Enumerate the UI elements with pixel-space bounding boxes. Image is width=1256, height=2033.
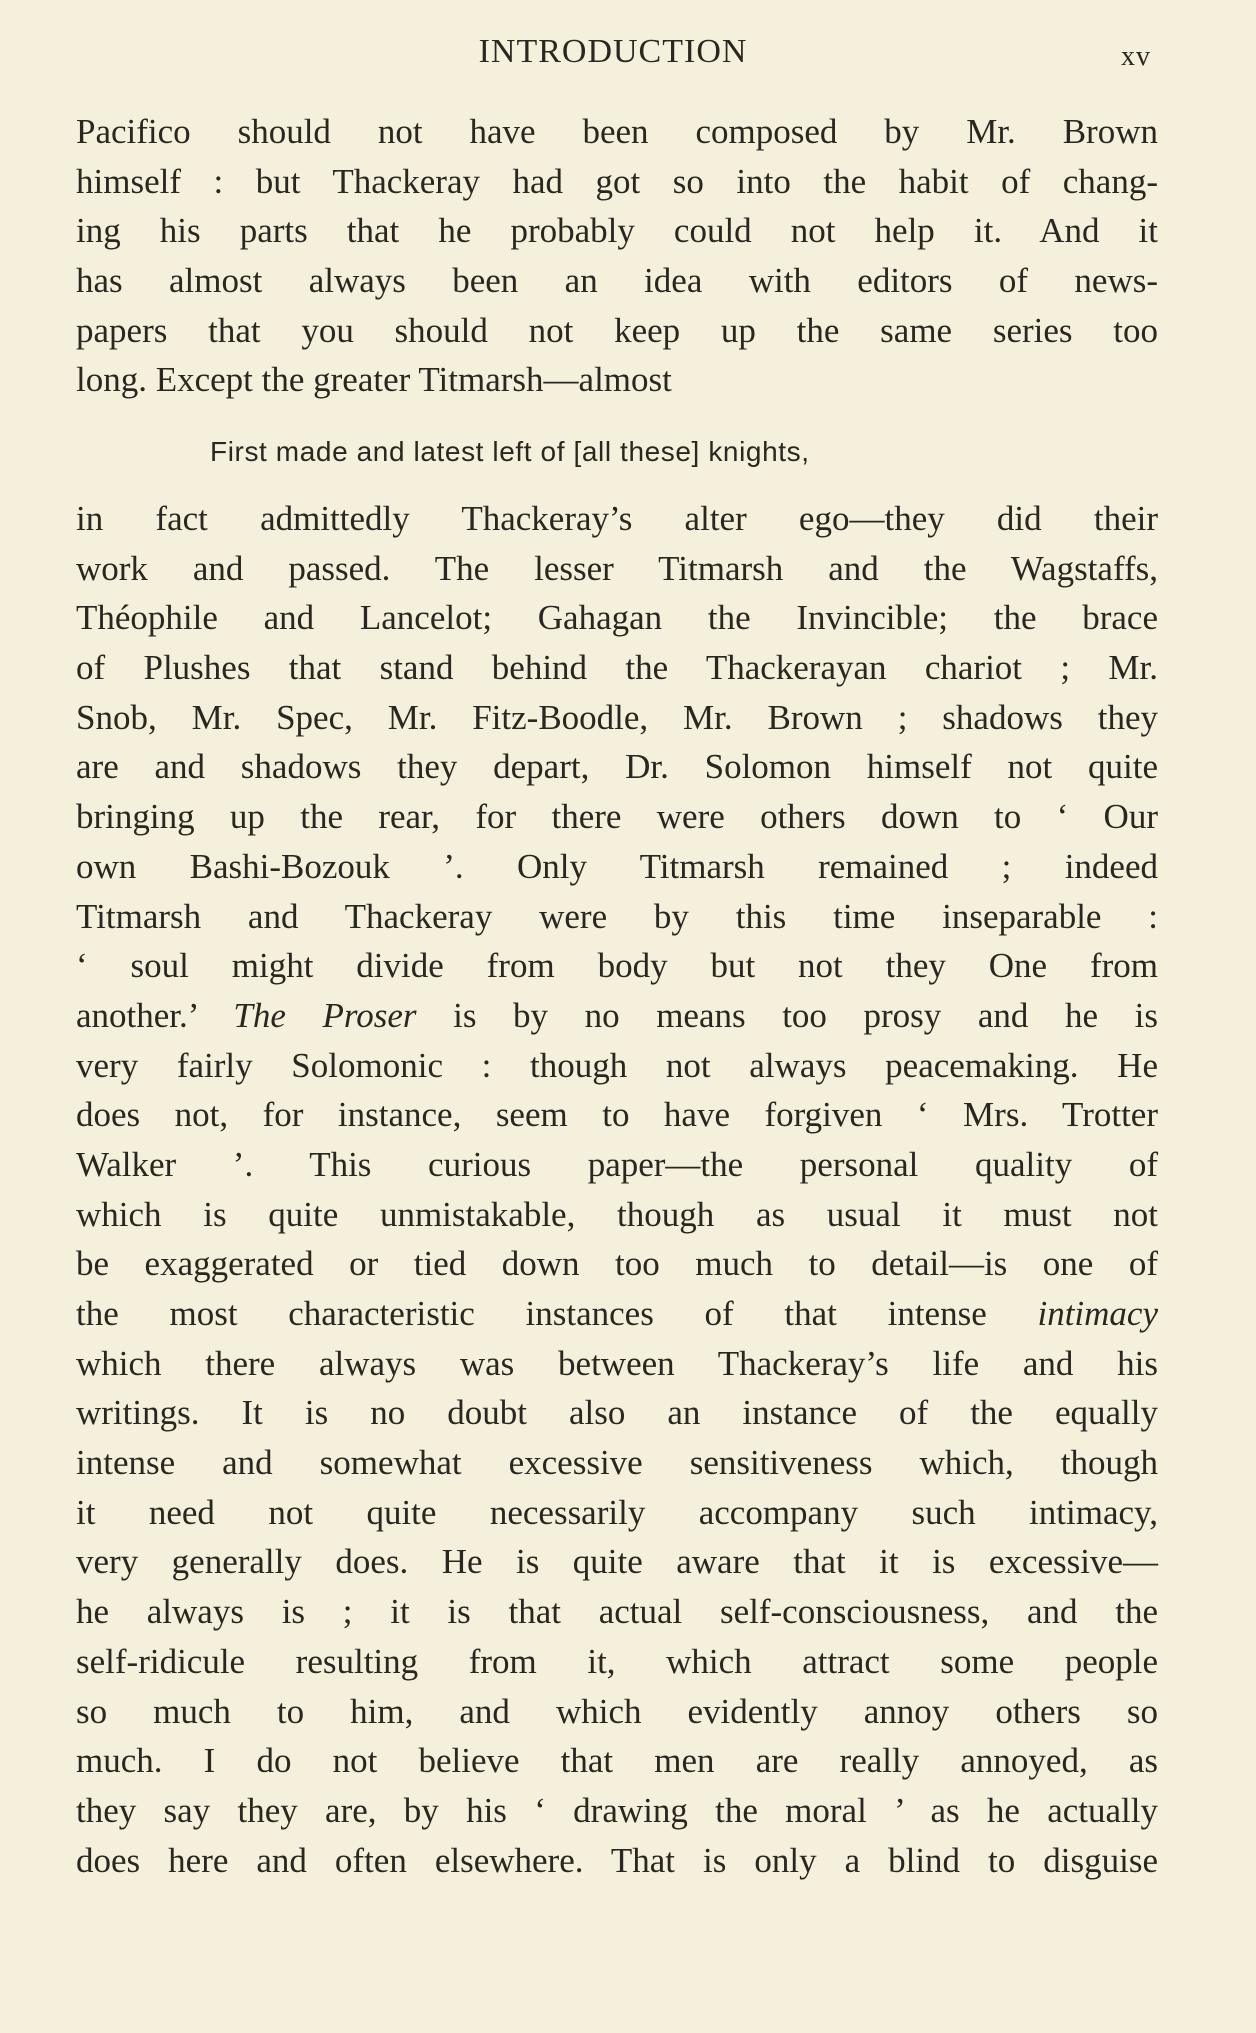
- text-line: has almost always been an idea with editors of news-: [76, 261, 1158, 301]
- page-header: [0, 28, 1256, 78]
- text-line: bringing up the rear, for there were others down to ‘ Our: [76, 797, 1158, 837]
- text-line: it need not quite necessarily accompany such intimacy,: [76, 1492, 1158, 1532]
- text-line-with-italic-word: [76, 1289, 1158, 1339]
- text-line: ing his parts that he probably could not help it. And it: [76, 211, 1158, 251]
- line-text-before: another.’: [76, 995, 234, 1035]
- page-number: xv: [1121, 41, 1151, 72]
- text-line: Snob, Mr. Spec, Mr. Fitz-Boodle, Mr. Brown ; shadows they: [76, 697, 1158, 737]
- text-line: himself : but Thackeray had got so into the habit of chang-: [76, 161, 1158, 201]
- text-line: papers that you should not keep up the same series too: [76, 310, 1158, 350]
- text-line: much. I do not believe that men are really annoyed, as: [76, 1741, 1158, 1781]
- text-line: Walker ’. This curious paper—the personal quality of: [76, 1144, 1158, 1184]
- text-line: Pacifico should not have been composed by Mr. Brown: [76, 112, 1158, 151]
- text-line: he always is ; it is that actual self-consciousness, and the: [76, 1592, 1158, 1632]
- text-line: Titmarsh and Thackeray were by this time inseparable :: [76, 896, 1158, 936]
- text-line: intense and somewhat excessive sensitiveness which, though: [76, 1443, 1158, 1483]
- text-line: own Bashi-Bozouk ’. Only Titmarsh remained ; indeed: [76, 846, 1158, 886]
- text-line: does here and often elsewhere. That is only a blind to disguise: [76, 1840, 1158, 1880]
- main-paragraph: [76, 494, 1158, 1885]
- text-line: which there always was between Thackeray’s life and his: [76, 1343, 1158, 1383]
- running-head: INTRODUCTION: [478, 33, 748, 70]
- text-line: be exaggerated or tied down too much to detail—is one of: [76, 1244, 1158, 1284]
- italic-word: intimacy: [1037, 1294, 1158, 1333]
- text-line: so much to him, and which evidently annoy others so: [76, 1691, 1158, 1731]
- text-line: long. Except the greater Titmarsh—almost: [76, 360, 672, 400]
- italic-title: The Proser: [233, 995, 417, 1035]
- text-line: in fact admittedly Thackeray’s alter ego—they did their: [76, 499, 1158, 538]
- text-line: ‘ soul might divide from body but not they One from: [76, 946, 1158, 986]
- text-line-with-italic-title: [76, 991, 1158, 1041]
- text-line: of Plushes that stand behind the Thackerayan chariot ; Mr.: [76, 648, 1158, 688]
- quotation-line: First made and latest left of [all these] knights,: [210, 436, 810, 467]
- text-line: work and passed. The lesser Titmarsh and the Wagstaffs,: [76, 548, 1158, 588]
- text-line: are and shadows they depart, Dr. Solomon himself not quite: [76, 747, 1158, 787]
- text-line: which is quite unmistakable, though as usual it must not: [76, 1194, 1158, 1234]
- text-line: Théophile and Lancelot; Gahagan the Invincible; the brace: [76, 598, 1158, 638]
- text-line: they say they are, by his ‘ drawing the moral ’ as he actually: [76, 1790, 1158, 1830]
- text-line: self-ridicule resulting from it, which attract some people: [76, 1641, 1158, 1681]
- text-line: very fairly Solomonic : though not always peacemaking. He: [76, 1045, 1158, 1085]
- text-line: very generally does. He is quite aware that it is excessive—: [76, 1542, 1158, 1582]
- text-line: does not, for instance, seem to have forgiven ‘ Mrs. Trotter: [76, 1095, 1158, 1135]
- line-text-before: the most characteristic instances of that intense: [76, 1294, 1038, 1333]
- line-text-after: is by no means too prosy and he is: [416, 995, 1158, 1035]
- paragraph-before-quotation: [76, 107, 1158, 405]
- text-line: writings. It is no doubt also an instance of the equally: [76, 1393, 1158, 1433]
